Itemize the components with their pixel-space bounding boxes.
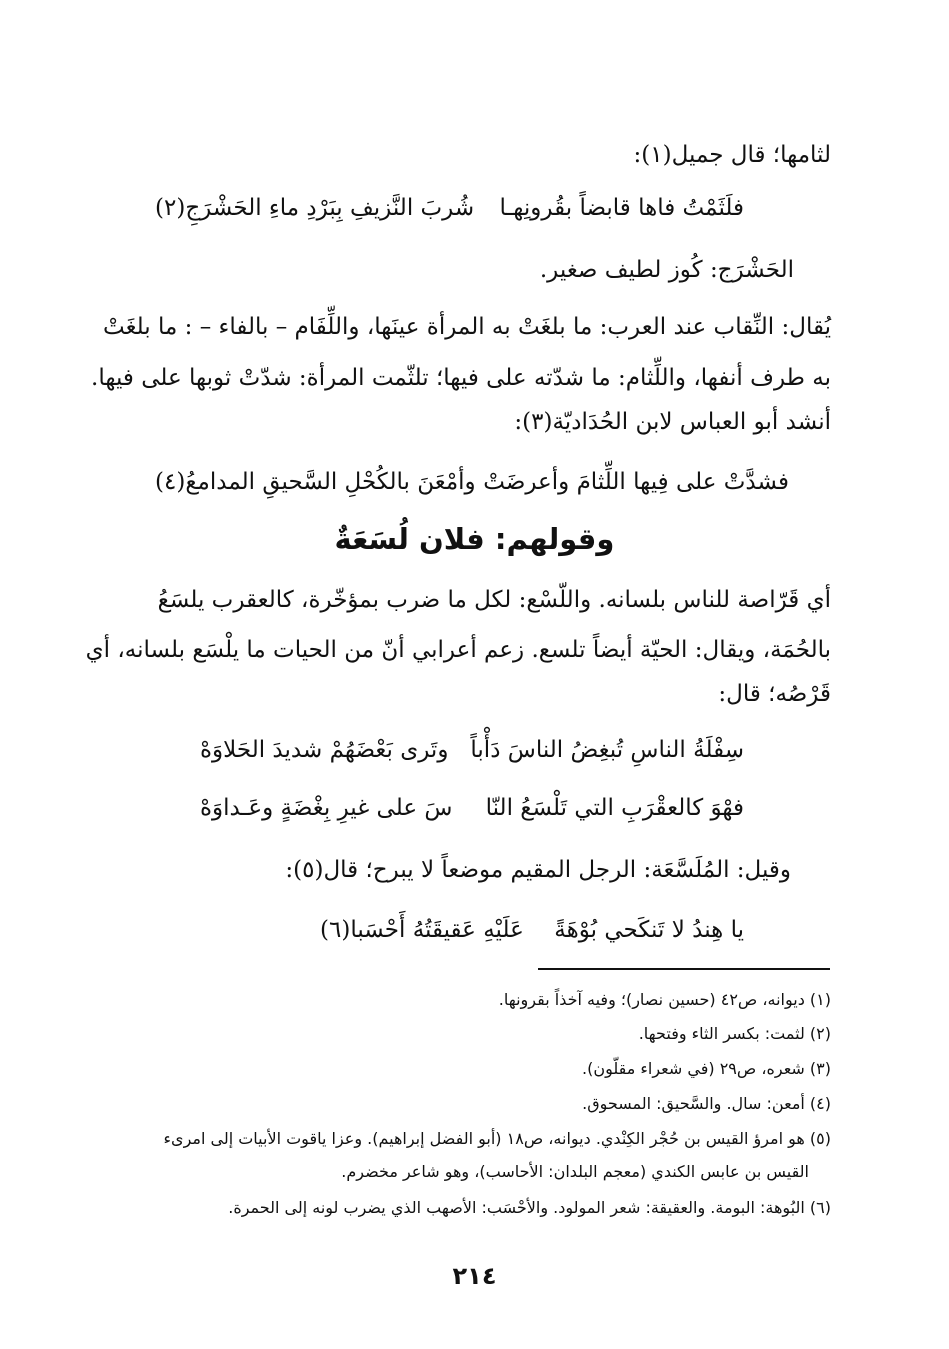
- page-number: ٢١٤: [452, 1262, 497, 1290]
- verse-3-first-hemistich: سِفْلَةُ الناسِ تُبغِضُ الناسَ دَأْباً: [470, 737, 744, 763]
- paragraph-2-line-2: بالحُمَة، ويقال: الحيّة أيضاً تلسع. زعم أعرابي أنّ من الحيات ما يلْسَع بلسانه، أي: [85, 637, 831, 663]
- intro-line: لثامها؛ قال جميل(١):: [633, 142, 831, 168]
- verse-1-second-hemistich: شُربَ النَّزيفِ بِبَرْدِ ماءِ الحَشْرَجِ(٢): [155, 195, 475, 221]
- footnote-1: (١) ديوانه، ص٤٢ (حسين نصار)؛ وفيه آخذاً بقرونها.: [498, 990, 831, 1009]
- paragraph-3: وقيل: المُلَسَّعَة: الرجل المقيم موضعاً لا يبرح؛ قال(٥):: [285, 857, 791, 883]
- paragraph-2-line-3: قَرْصُه؛ قال:: [718, 681, 831, 707]
- footnote-3: (٣) شعره، ص٢٩ (في شعراء مقلّون).: [581, 1059, 831, 1078]
- footnote-2: (٢) لثمت: بكسر الثاء وفتحها.: [638, 1024, 831, 1043]
- verse-1-first-hemistich: فلَثَمْتُ فاها قابضاً بقُرونِهـا: [499, 195, 744, 221]
- section-heading: وقولهم: فلان لُسَعَةٌ: [334, 522, 615, 556]
- verse-4-first-hemistich: فهْوَ كالعقْرَبِ التي تَلْسَعُ النّا: [485, 795, 744, 821]
- verse-2-first-hemistich: فشدَّتْ على فِيها اللِّثامَ وأعرضَتْ: [483, 469, 789, 495]
- footnote-separator: [538, 968, 830, 970]
- paragraph-1-line-3: أنشد أبو العباس لابن الحُدَاديّة(٣):: [514, 409, 831, 435]
- paragraph-1-line-2: به طرف أنفها، واللِّثام: ما شدّته على فيها؛ تلثّمت المرأة: شدّتْ ثوبها على فيها.: [91, 365, 831, 391]
- verse-4-second-hemistich: سَ على غيرِ بِغْضَةٍ وعَـداوَهْ: [200, 795, 453, 821]
- verse-5-first-hemistich: يا هِندُ لا تَنكَحي بُوْهَةً: [554, 917, 744, 943]
- footnote-4: (٤) أمعن: سال. والسَّحيق: المسحوق.: [582, 1094, 831, 1113]
- footnote-5-line-2: القيس بن عابس الكندي (معجم البلدان: الأحاسب)، وهو شاعر مخضرم.: [341, 1162, 809, 1181]
- paragraph-1-line-1: يُقال: النِّقاب عند العرب: ما بلغَتْ به المرأة عينَها، واللِّفَام – بالفاء – : ما بلغَتْ: [103, 314, 831, 340]
- footnote-6: (٦) البُوهة: البومة. والعقيقة: شعر المولود. والأحْسَب: الأصهب الذي يضرب لونه إلى الحمرة.: [228, 1198, 831, 1217]
- footnote-5-line-1: (٥) هو امرؤ القيس بن حُجْر الكِنْدي. ديوانه، ص١٨ (أبو الفضل إبراهيم). وعزا ياقوت الأبيات إلى امرىء: [163, 1129, 831, 1148]
- paragraph-2-line-1: أي قَرّاصة للناس بلسانه. واللّسْع: لكل ما ضرب بمؤخّرة، كالعقرب يلسَعُ: [157, 587, 831, 613]
- verse-2-second-hemistich: وأمْعَنَ بالكُحْلِ السَّحيقِ المدامعُ(٤): [155, 469, 476, 495]
- gloss-hashraj: الحَشْرَج: كُوز لطيف صغير.: [539, 257, 794, 283]
- verse-3-second-hemistich: وتَرى بَعْضَهُمْ شديدَ الحَلاوَهْ: [200, 737, 449, 763]
- verse-5-second-hemistich: عَلَيْهِ عَقيقَتُهُ أَحْسَبا(٦): [320, 917, 524, 943]
